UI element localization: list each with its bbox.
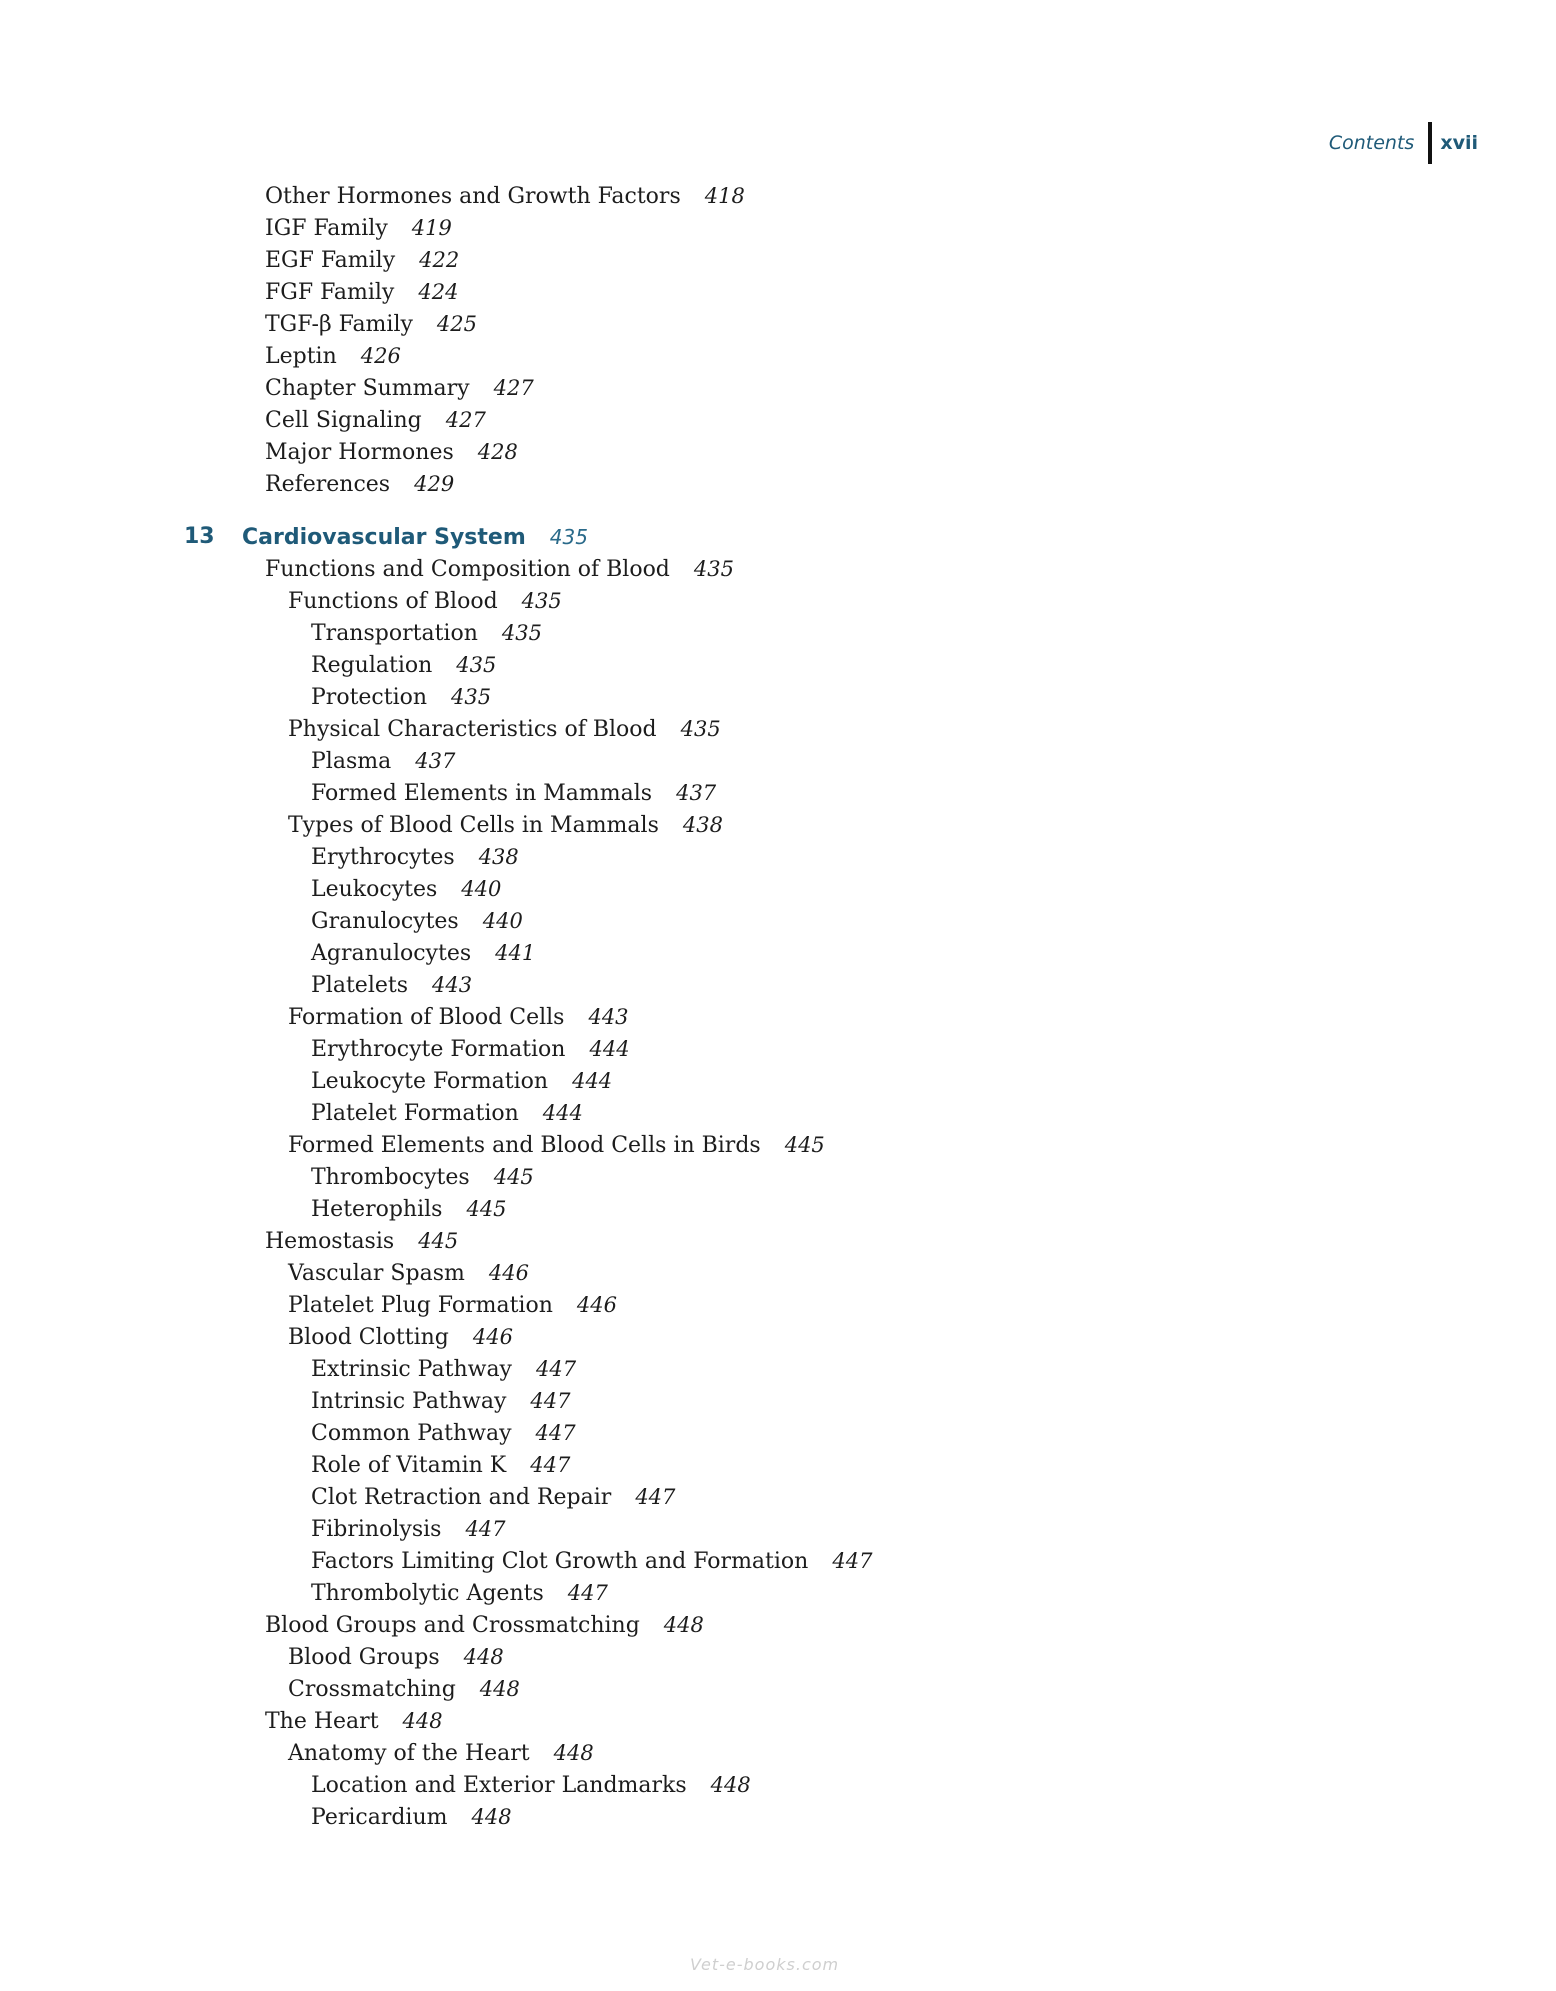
toc-entry-page-number: 447 (635, 1485, 676, 1509)
running-header-section: Contents (1328, 132, 1415, 154)
toc-entry[interactable] (0, 1001, 1100, 1033)
toc-entry[interactable] (0, 713, 1100, 745)
toc-entry-label: Chapter Summary (265, 376, 470, 401)
toc-entry[interactable] (0, 1161, 1100, 1193)
chapter-page-number: 435 (549, 525, 588, 549)
toc-entry-label: Regulation (311, 653, 433, 678)
toc-entry-page-number: 440 (482, 909, 523, 933)
toc-entry[interactable] (0, 1289, 1100, 1321)
toc-entry-page-number: 444 (572, 1069, 613, 1093)
toc-entry[interactable] (0, 937, 1100, 969)
toc-entry-label: Formed Elements and Blood Cells in Birds (288, 1133, 761, 1158)
toc-entry-page-number: 426 (360, 344, 401, 368)
toc-entry-label: Platelet Plug Formation (288, 1293, 553, 1318)
toc-entry-label: The Heart (265, 1709, 379, 1734)
chapter-number: 13 (184, 524, 215, 549)
toc-entry-label: Agranulocytes (311, 941, 472, 966)
toc-entry-label: Plasma (311, 749, 392, 774)
toc-entry-page-number: 446 (576, 1293, 617, 1317)
toc-entry[interactable] (0, 905, 1100, 937)
toc-entry-page-number: 427 (493, 376, 534, 400)
toc-entry-label: Blood Groups and Crossmatching (265, 1613, 640, 1638)
toc-entry-page-number: 435 (521, 589, 562, 613)
toc-entry-page-number: 435 (451, 685, 492, 709)
toc-entry-label: Intrinsic Pathway (311, 1389, 507, 1414)
toc-entry-page-number: 447 (567, 1581, 608, 1605)
toc-entry[interactable] (0, 1417, 1100, 1449)
toc-entry-label: Leptin (265, 344, 337, 369)
toc-entry-label: Erythrocyte Formation (311, 1037, 566, 1062)
toc-entries-previous-chapter (0, 180, 1100, 500)
toc-entry-page-number: 448 (553, 1741, 594, 1765)
toc-entry[interactable] (0, 617, 1100, 649)
running-header (1329, 122, 1478, 164)
toc-entry-label: FGF Family (265, 280, 395, 305)
toc-entry-page-number: 448 (479, 1677, 520, 1701)
toc-entry-page-number: 447 (465, 1517, 506, 1541)
toc-entry-page-number: 448 (402, 1709, 443, 1733)
toc-entry[interactable] (0, 404, 1100, 436)
toc-entry[interactable] (0, 649, 1100, 681)
toc-entry[interactable] (0, 1225, 1100, 1257)
toc-entry-page-number: 429 (414, 472, 455, 496)
toc-entry-page-number: 422 (419, 248, 460, 272)
toc-entry-page-number: 445 (466, 1197, 507, 1221)
toc-entry[interactable] (0, 1513, 1100, 1545)
toc-entry[interactable] (0, 1033, 1100, 1065)
toc-entry-label: Heterophils (311, 1197, 443, 1222)
toc-entry-page-number: 447 (832, 1549, 873, 1573)
toc-entry[interactable] (0, 1737, 1100, 1769)
toc-entry[interactable] (0, 468, 1100, 500)
toc-entry-label: Thrombolytic Agents (311, 1581, 544, 1606)
toc-entry[interactable] (0, 1609, 1100, 1641)
toc-entry-label: TGF-β Family (265, 312, 413, 337)
toc-entry-page-number: 440 (461, 877, 502, 901)
toc-entry-page-number: 424 (418, 280, 459, 304)
toc-entry-page-number: 444 (589, 1037, 630, 1061)
toc-entry-label: Formed Elements in Mammals (311, 781, 653, 806)
toc-entry-label: Vascular Spasm (288, 1261, 465, 1286)
toc-entry-page-number: 444 (542, 1101, 583, 1125)
toc-entry-label: Functions of Blood (288, 589, 498, 614)
toc-entry-page-number: 446 (472, 1325, 513, 1349)
toc-entries-chapter-13 (0, 553, 1100, 1833)
toc-entry[interactable] (0, 1257, 1100, 1289)
toc-entry-label: Fibrinolysis (311, 1517, 442, 1542)
toc-entry-page-number: 448 (710, 1773, 751, 1797)
toc-entry[interactable] (0, 1769, 1100, 1801)
toc-entry-label: Major Hormones (265, 440, 454, 465)
toc-entry-label: Common Pathway (311, 1421, 512, 1446)
toc-entry-page-number: 446 (488, 1261, 529, 1285)
toc-entry-page-number: 435 (693, 557, 734, 581)
toc-entry[interactable] (0, 1577, 1100, 1609)
chapter-title: Cardiovascular System (242, 525, 526, 550)
toc-entry-page-number: 418 (704, 184, 745, 208)
toc-entry[interactable] (0, 372, 1100, 404)
toc-entry-page-number: 419 (411, 216, 452, 240)
toc-entry-page-number: 447 (530, 1453, 571, 1477)
toc-entry-label: Formation of Blood Cells (288, 1005, 565, 1030)
toc-entry-page-number: 435 (501, 621, 542, 645)
toc-entry-label: References (265, 472, 391, 497)
toc-entry[interactable] (0, 1321, 1100, 1353)
toc-entry[interactable] (0, 553, 1100, 585)
toc-entry[interactable] (0, 1705, 1100, 1737)
toc-entry-page-number: 435 (456, 653, 497, 677)
toc-entry-label: Location and Exterior Landmarks (311, 1773, 687, 1798)
toc-entry-page-number: 447 (530, 1389, 571, 1413)
toc-entry-page-number: 428 (477, 440, 518, 464)
toc-entry[interactable] (0, 1449, 1100, 1481)
toc-entry[interactable] (0, 436, 1100, 468)
toc-entry-page-number: 441 (495, 941, 536, 965)
watermark: Vet-e-books.com (690, 1955, 840, 1974)
toc-entry-label: Extrinsic Pathway (311, 1357, 512, 1382)
toc-entry[interactable] (0, 873, 1100, 905)
toc-entry-page-number: 448 (663, 1613, 704, 1637)
toc-entry-label: Role of Vitamin K (311, 1453, 507, 1478)
table-of-contents (0, 180, 1100, 1833)
toc-entry-label: Types of Blood Cells in Mammals (288, 813, 659, 838)
toc-entry[interactable] (0, 308, 1100, 340)
toc-entry[interactable] (0, 681, 1100, 713)
toc-entry[interactable] (0, 969, 1100, 1001)
toc-entry-label: Transportation (311, 621, 478, 646)
toc-entry[interactable] (0, 212, 1100, 244)
toc-entry-page-number: 437 (676, 781, 717, 805)
toc-entry-label: Hemostasis (265, 1229, 395, 1254)
toc-entry-page-number: 438 (682, 813, 723, 837)
toc-entry-label: Functions and Composition of Blood (265, 557, 670, 582)
toc-entry-label: Platelet Formation (311, 1101, 519, 1126)
page-number: xvii (1440, 132, 1478, 154)
toc-entry[interactable] (0, 244, 1100, 276)
toc-entry-label: Thrombocytes (311, 1165, 470, 1190)
toc-entry[interactable] (0, 180, 1100, 212)
toc-entry-label: Leukocytes (311, 877, 438, 902)
toc-entry-page-number: 445 (493, 1165, 534, 1189)
toc-entry-page-number: 443 (588, 1005, 629, 1029)
toc-entry[interactable] (0, 1353, 1100, 1385)
toc-entry[interactable] (0, 340, 1100, 372)
toc-entry-label: Anatomy of the Heart (288, 1741, 530, 1766)
toc-entry-label: Erythrocytes (311, 845, 455, 870)
toc-entry-page-number: 445 (418, 1229, 459, 1253)
toc-entry[interactable] (0, 809, 1100, 841)
toc-entry[interactable] (0, 585, 1100, 617)
toc-entry-page-number: 427 (445, 408, 486, 432)
toc-entry-page-number: 448 (463, 1645, 504, 1669)
toc-entry-label: Pericardium (311, 1805, 448, 1830)
toc-entry[interactable] (0, 1545, 1100, 1577)
toc-entry[interactable] (0, 745, 1100, 777)
toc-entry[interactable] (0, 1193, 1100, 1225)
toc-entry-page-number: 447 (535, 1421, 576, 1445)
toc-entry-label: Clot Retraction and Repair (311, 1485, 612, 1510)
toc-entry-page-number: 447 (536, 1357, 577, 1381)
toc-entry-label: EGF Family (265, 248, 396, 273)
toc-entry-page-number: 437 (415, 749, 456, 773)
toc-entry-page-number: 445 (784, 1133, 825, 1157)
toc-entry-label: Platelets (311, 973, 409, 998)
toc-entry-label: Physical Characteristics of Blood (288, 717, 657, 742)
toc-entry[interactable] (0, 1673, 1100, 1705)
toc-entry[interactable] (0, 1481, 1100, 1513)
toc-entry[interactable] (0, 1641, 1100, 1673)
toc-entry-page-number: 438 (478, 845, 519, 869)
toc-entry-label: Blood Groups (288, 1645, 440, 1670)
toc-entry[interactable] (0, 1065, 1100, 1097)
toc-entry-label: IGF Family (265, 216, 388, 241)
toc-entry[interactable] (0, 1801, 1100, 1833)
toc-entry[interactable] (0, 276, 1100, 308)
toc-entry-label: Granulocytes (311, 909, 459, 934)
toc-entry-page-number: 443 (432, 973, 473, 997)
toc-entry-page-number: 425 (436, 312, 478, 336)
chapter-heading[interactable] (0, 521, 1100, 553)
toc-entry[interactable] (0, 1385, 1100, 1417)
toc-entry-page-number: 435 (680, 717, 721, 741)
toc-entry-label: Other Hormones and Growth Factors (265, 184, 681, 209)
toc-entry-label: Crossmatching (288, 1677, 456, 1702)
toc-entry-label: Protection (311, 685, 428, 710)
toc-entry[interactable] (0, 777, 1100, 809)
toc-entry-label: Blood Clotting (288, 1325, 449, 1350)
toc-entry-label: Factors Limiting Clot Growth and Formation (311, 1549, 809, 1574)
toc-entry-label: Cell Signaling (265, 408, 422, 433)
toc-entry[interactable] (0, 1129, 1100, 1161)
toc-entry[interactable] (0, 841, 1100, 873)
toc-entry-page-number: 448 (471, 1805, 512, 1829)
toc-entry[interactable] (0, 1097, 1100, 1129)
toc-entry-label: Leukocyte Formation (311, 1069, 549, 1094)
